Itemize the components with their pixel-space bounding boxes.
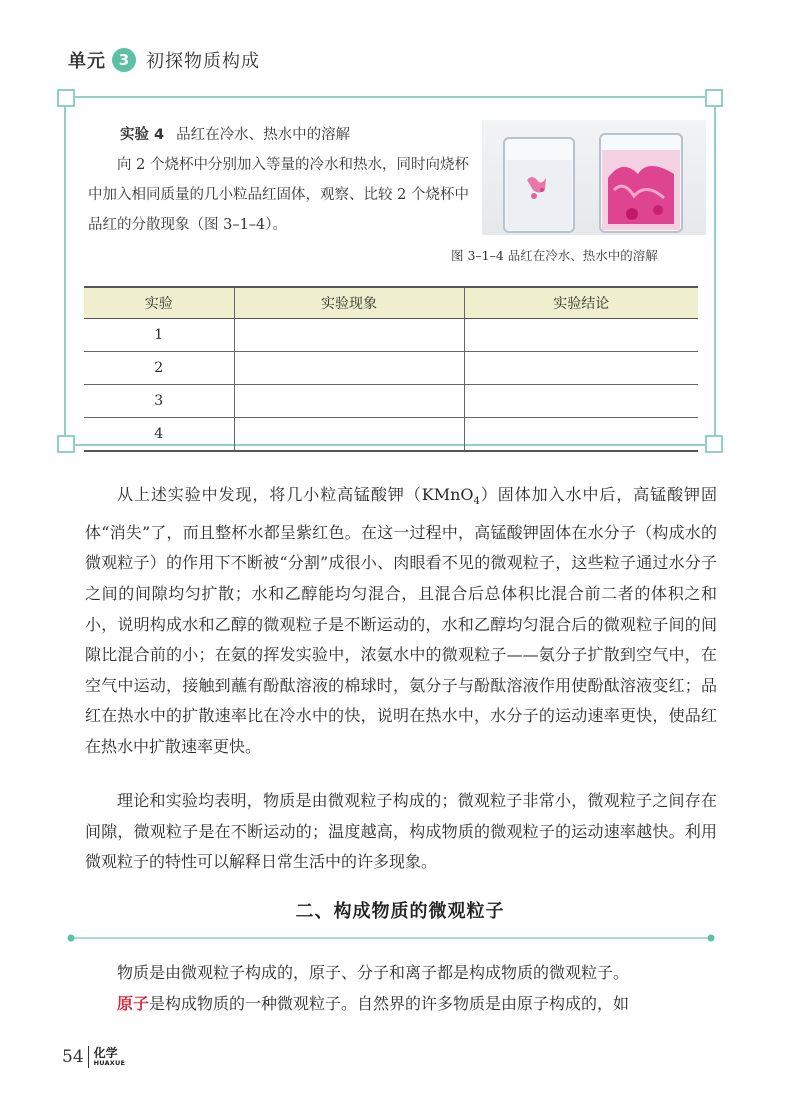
- table-header-row: [84, 287, 698, 319]
- paragraph-particles: 物质是由微观粒子构成的，原子、分子和离子都是构成物质的微观粒子。 原子是构成物质的一种微观粒子。自然界的许多物质是由原子构成的，如: [117, 963, 630, 1013]
- table-cell: 3: [84, 385, 234, 418]
- cold-water: [506, 160, 572, 230]
- key-term: 原子: [117, 993, 150, 1013]
- paragraph-kmno4: 从上述实验中发现，将几小粒高锰酸钾（KMnO$_4$）固体加入水中后，高锰酸钾固体“消失”了，而且整杯水都呈紫红色。在这一过程中，高锰酸钾固体在水分子（构成水的微观粒子）的作用下不断被“分割”成很小、肉眼看不见的微观粒子，这些粒子通过水分子之间的间隙均匀扩散；水和乙醇能均匀混合，且混合后总体积比混合前二者的体积之和小，说明构成水和乙醇的微观粒子是不断运动的，水和乙醇均匀混合后的微观粒子间的间隙比混合前的小；在氨的挥发实验中，浓氨水中的微观粒子——氨分子扩散到空气中，在空气中运动，接触到蘸有酚酞溶液的棉球时，氨分子与酚酞溶液作用使酚酞溶液变红；品红在热水中的扩散速率比在冷水中的快，说明在热水中，水分子的运动速率更快，使品红在热水中扩散速率更快。: [85, 485, 717, 756]
- experiment-heading: [88, 120, 478, 150]
- unit-number-badge: 3: [112, 48, 136, 72]
- experiment-label: 实验 4: [120, 127, 165, 143]
- subject-pinyin: HUAXUE: [93, 1059, 126, 1068]
- table-cell: [234, 352, 464, 385]
- unit-title: 初探物质构成: [146, 51, 260, 72]
- table-cell: 4: [84, 418, 234, 452]
- table-cell: [464, 319, 698, 352]
- page-header: [68, 44, 260, 76]
- table-cell: [464, 418, 698, 452]
- frame-corner: [57, 89, 75, 107]
- subject-name: 化学: [93, 1046, 118, 1061]
- table-row: [84, 352, 698, 385]
- table-cell: [464, 352, 698, 385]
- column-header: 实验结论: [464, 287, 698, 319]
- experiment-text: [88, 120, 478, 240]
- column-header: 实验现象: [234, 287, 464, 319]
- page-number: 54: [62, 1047, 84, 1067]
- page-footer: [62, 1046, 125, 1068]
- experiment-table: [84, 286, 698, 452]
- section-title: 二、构成物质的微观粒子: [295, 901, 505, 922]
- table-row: [84, 385, 698, 418]
- section-divider: [66, 933, 716, 943]
- column-header: 实验: [84, 287, 234, 319]
- frame-corner: [57, 435, 75, 453]
- figure-caption: 图 3–1–4 品红在冷水、热水中的溶解: [451, 248, 658, 263]
- experiment-title: 品红在冷水、热水中的溶解: [176, 127, 351, 143]
- table-cell: [234, 385, 464, 418]
- experiment-instructions: 向 2 个烧杯中分别加入等量的冷水和热水，同时向烧杯中加入相同质量的几小粒品红固体，观察、比较 2 个烧杯中品红的分散现象（图 3–1–4）。: [88, 157, 469, 233]
- table-cell: [234, 319, 464, 352]
- subscript: 4: [473, 496, 480, 508]
- experiment-box: [64, 96, 716, 446]
- table-cell: [464, 385, 698, 418]
- paragraph-summary: 理论和实验均表明，物质是由微观粒子构成的；微观粒子非常小，微观粒子之间存在间隙，微观粒子是在不断运动的；温度越高，构成物质的微观粒子的运动速率越快。利用微观粒子的特性可以解释日常生活中的许多现象。: [85, 791, 717, 872]
- beakers-illustration: [482, 120, 706, 235]
- table-cell: 2: [84, 352, 234, 385]
- subject-logo: [94, 1047, 125, 1067]
- table-row: [84, 319, 698, 352]
- frame-corner: [705, 435, 723, 453]
- footer-divider: [88, 1046, 89, 1068]
- table-cell: [234, 418, 464, 452]
- table-cell: 1: [84, 319, 234, 352]
- beakers-photo: [482, 120, 706, 235]
- unit-label: 单元: [68, 51, 106, 72]
- frame-corner: [705, 89, 723, 107]
- table-row: [84, 418, 698, 452]
- dye-hot-icon: [608, 166, 674, 224]
